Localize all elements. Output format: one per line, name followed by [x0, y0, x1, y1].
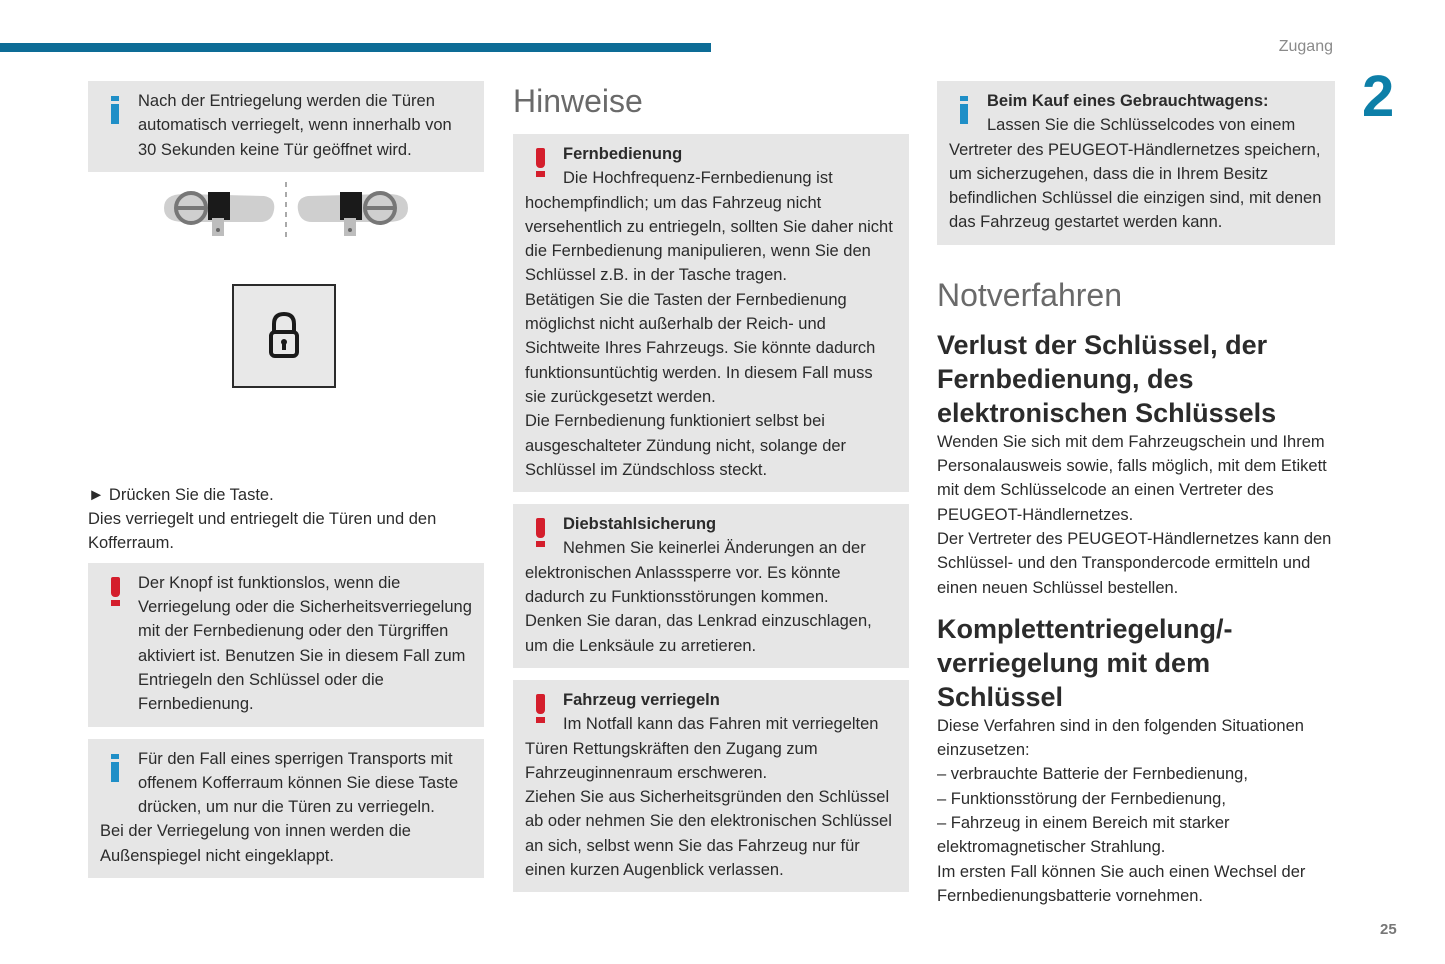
- warning-text: Die Hochfrequenz-Fernbedienung ist hochempfindlich; um das Fahrzeug nicht versehentlich zu entriegeln, sollten Sie daher nicht die Fernbedienung manipulieren, wenn Sie den Schlüssel z.B. in der Tasche tragen.: [525, 169, 893, 285]
- key-lock-text: [937, 714, 1335, 908]
- warning-text: Im Notfall kann das Fahren mit verriegelten Türen Rettungskräften den Zugang zum Fahrzeuginnenraum erschweren.: [525, 715, 879, 782]
- paragraph: Der Vertreter des PEUGEOT-Händlernetzes kann den Schlüssel- und den Transpondercode ermitteln und einen neuen Schlüssel bestellen.: [937, 529, 1332, 597]
- paragraph: Im ersten Fall können Sie auch einen Wechsel der Fernbedienungsbatterie vornehmen.: [937, 862, 1306, 905]
- warning-text: Ziehen Sie aus Sicherheitsgründen den Schlüssel ab oder nehmen Sie den elektronischen Schlüssel an sich, selbst wenn Sie das Fahrzeug nur für einen kurzen Augenblick verlassen.: [525, 788, 892, 880]
- subheading-key-lock: Komplettentriegelung/-verriegelung mit dem Schlüssel: [937, 613, 1233, 712]
- warning-title: Fahrzeug verriegeln: [563, 690, 720, 709]
- warning-title: Fernbedienung: [563, 145, 683, 163]
- warning-box-button: [88, 563, 484, 727]
- info-title: Beim Kauf eines Gebrauchtwagens:: [987, 92, 1269, 110]
- subheading-lost-key: Verlust der Schlüssel, der Fernbedienung, des elektronischen Schlüssels: [937, 329, 1277, 428]
- lock-button[interactable]: [232, 284, 336, 388]
- warning-icon: [533, 516, 547, 548]
- instruction-step: ► Drücken Sie die Taste.: [88, 485, 274, 504]
- padlock-icon: [234, 286, 334, 386]
- section-heading: Notverfahren: [937, 276, 1122, 313]
- warning-box-lock: [513, 680, 909, 892]
- lost-key-text: [937, 430, 1335, 600]
- warning-icon: [108, 575, 122, 607]
- info-text: Lassen Sie die Schlüsselcodes von einem Vertreter des PEUGEOT-Händlernetzes speichern, um sicherzugehen, dass die in Ihrem Besitz befindlichen Schlüssel die einzigen sind, mit denen das Fahrzeug gestartet werden kann.: [949, 116, 1322, 232]
- header-accent-bar: [0, 43, 711, 52]
- warning-text: Die Fernbedienung funktioniert selbst bei ausgeschalteter Zündung nicht, solange der Schlüssel im Zündschloss steckt.: [525, 412, 847, 479]
- info-icon: [108, 751, 122, 783]
- dashboard-position-icon: [88, 172, 484, 272]
- warning-box-theft: [513, 504, 909, 668]
- section-heading: Hinweise: [513, 83, 643, 119]
- column-middle: [513, 81, 909, 892]
- info-icon: [957, 93, 971, 125]
- info-icon: [108, 93, 122, 125]
- info-box-transport: [88, 739, 484, 878]
- instruction: [88, 483, 484, 556]
- page-number: 25: [1380, 921, 1397, 938]
- warning-title: Diebstahlsicherung: [563, 515, 717, 534]
- warning-icon: [533, 146, 547, 178]
- instruction-result: Dies verriegelt und entriegelt die Türen und den Kofferraum.: [88, 510, 437, 553]
- info-text: Für den Fall eines sperrigen Transports mit offenem Kofferraum können Sie diese Taste drücken, um nur die Türen zu verriegeln.: [138, 749, 459, 817]
- warning-box-remote: [513, 134, 909, 492]
- illustration: [88, 172, 484, 397]
- warning-text: Denken Sie daran, das Lenkrad einzuschlagen, um die Lenksäule zu arretieren.: [525, 612, 872, 655]
- info-text-2: Bei der Verriegelung von innen werden die Außenspiegel nicht eingeklappt.: [100, 822, 411, 865]
- column-right: [937, 81, 1335, 908]
- list-item: – verbrauchte Batterie der Fernbedienung,: [937, 765, 1248, 784]
- warning-text: Der Knopf ist funktionslos, wenn die Verriegelung oder die Sicherheitsverriegelung mit der Fernbedienung oder den Türgriffen aktiviert ist. Benutzen Sie in diesem Fall zum Entriegeln den Schlüssel oder die Fernbedienung.: [138, 573, 472, 714]
- warning-text: Betätigen Sie die Tasten der Fernbedienung möglichst nicht außerhalb der Reich- und Sichtweite Ihres Fahrzeugs. Sie könnte dadurch funktionsuntüchtig werden. In diesem Fall muss sie zurückgesetzt werden.: [525, 290, 876, 406]
- paragraph: Diese Verfahren sind in den folgenden Situationen einzusetzen:: [937, 716, 1304, 760]
- info-box-auto-relock: [88, 81, 484, 172]
- paragraph: Wenden Sie sich mit dem Fahrzeugschein und Ihrem Personalausweis sowie, falls möglich, mit dem Etikett mit dem Schlüsselcode an einen Vertreter des PEUGEOT-Händlernetzes.: [937, 432, 1327, 524]
- info-box-used-car: [937, 81, 1335, 245]
- warning-icon: [533, 692, 547, 724]
- info-text: Nach der Entriegelung werden die Türen automatisch verriegelt, wenn innerhalb von 30 Sekunden keine Tür geöffnet wird.: [138, 92, 452, 159]
- list-item: – Fahrzeug in einem Bereich mit starker elektromagnetischer Strahlung.: [937, 814, 1230, 857]
- chapter-number: 2: [1362, 64, 1395, 129]
- list-item: – Funktionsstörung der Fernbedienung,: [937, 789, 1226, 808]
- section-label: Zugang: [1278, 38, 1333, 55]
- column-left: [88, 81, 484, 878]
- warning-text: Nehmen Sie keinerlei Änderungen an der elektronischen Anlasssperre vor. Es könnte dadurch zu Funktionsstörungen kommen.: [525, 539, 866, 607]
